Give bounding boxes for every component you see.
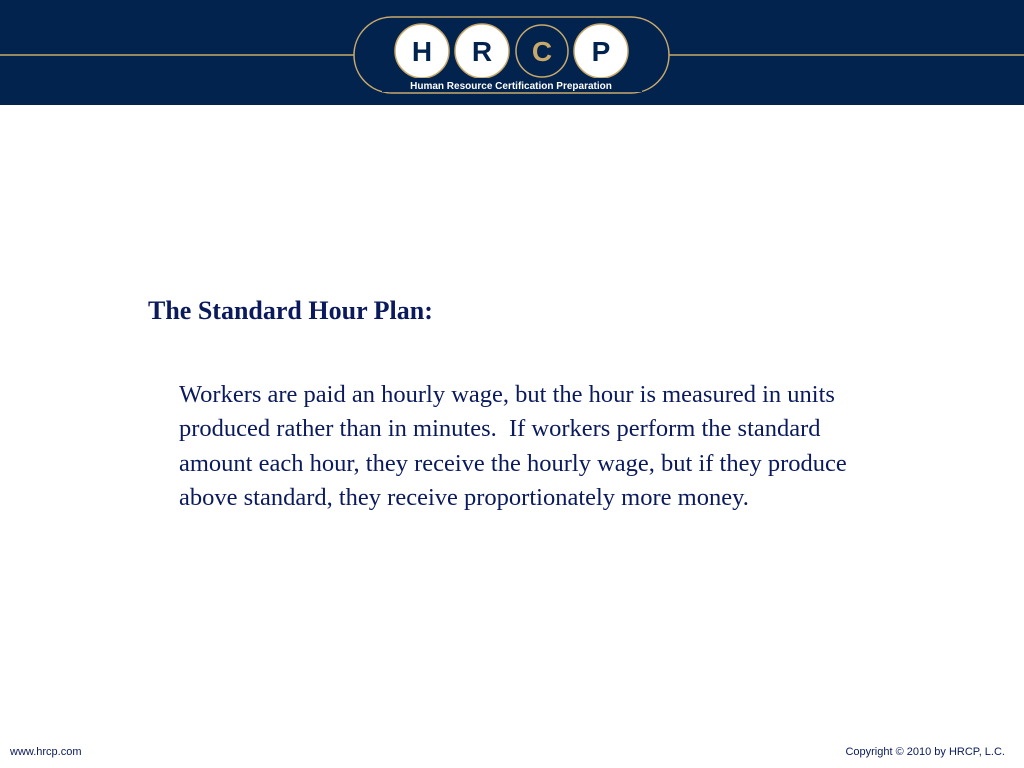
logo-letter-h: H <box>411 36 433 67</box>
logo-letter-r: R <box>471 36 493 67</box>
hrcp-logo <box>0 0 1024 105</box>
slide-title: The Standard Hour Plan: <box>148 296 433 325</box>
logo-letter-c: C <box>531 36 553 67</box>
footer-website: www.hrcp.com <box>10 746 82 758</box>
logo-tagline: Human Resource Certification Preparation <box>410 81 612 92</box>
slide-body-text: Workers are paid an hourly wage, but the hour is measured in units produced rather than in minutes. If workers perform the standard amount each hour, they receive the hourly wage, but if they produce above standard, they receive proportionately more money. <box>179 381 853 511</box>
footer-copyright: Copyright © 2010 by HRCP, L.C. <box>845 746 1005 758</box>
header-band <box>0 0 1024 105</box>
logo-letter-p: P <box>591 36 611 67</box>
